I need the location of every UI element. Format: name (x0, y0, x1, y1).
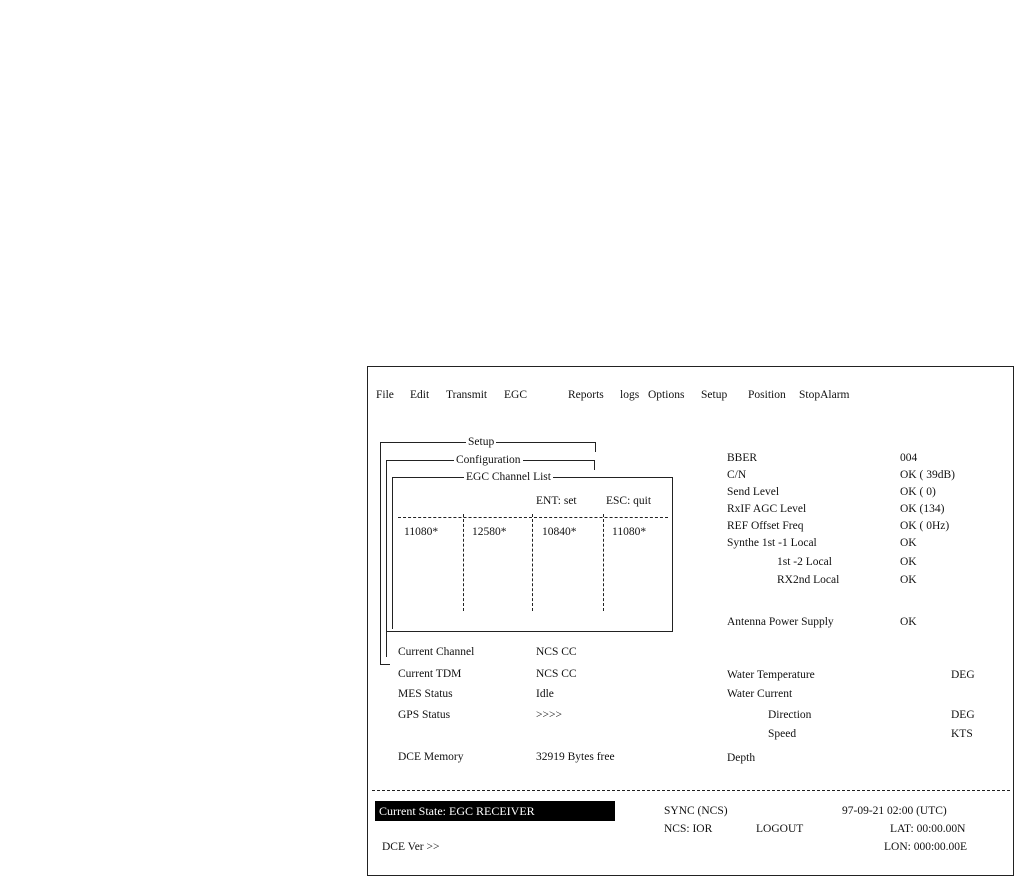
longitude: LON: 000:00.00E (884, 841, 968, 853)
logout-status: LOGOUT (756, 823, 804, 835)
status-divider (372, 790, 1010, 791)
menu-logs[interactable]: logs (620, 389, 640, 401)
env-value: DEG (951, 669, 975, 681)
diag-value: 004 (900, 452, 918, 464)
diag-label: RX2nd Local (777, 574, 840, 586)
menu-options[interactable]: Options (648, 389, 685, 401)
configuration-frame-title: Configuration (456, 454, 521, 466)
diag-label: BBER (727, 452, 758, 464)
env-label: Direction (768, 709, 812, 721)
menu-egc[interactable]: EGC (504, 389, 527, 401)
status-value: Idle (536, 688, 554, 700)
diag-label: Synthe 1st -1 Local (727, 537, 817, 549)
diag-value: OK (900, 556, 917, 568)
terminal-screen (367, 366, 1014, 876)
egc-channel-list-title: EGC Channel List (466, 471, 551, 483)
dce-version: DCE Ver >> (382, 841, 440, 853)
env-label: Speed (768, 728, 797, 740)
date-time: 97-09-21 02:00 (UTC) (842, 805, 947, 817)
menu-position[interactable]: Position (748, 389, 786, 401)
ent-set-hint: ENT: set (536, 495, 577, 507)
diag-value: OK (900, 574, 917, 586)
status-value: >>>> (536, 709, 562, 721)
menu-edit[interactable]: Edit (410, 389, 430, 401)
status-label: GPS Status (398, 709, 451, 721)
menu-reports[interactable]: Reports (568, 389, 604, 401)
menu-transmit[interactable]: Transmit (446, 389, 488, 401)
diag-label: 1st -2 Local (777, 556, 832, 568)
diag-value: OK ( 0) (900, 486, 936, 498)
menu-file[interactable]: File (376, 389, 394, 401)
status-label: Current TDM (398, 668, 462, 680)
diag-label: RxIF AGC Level (727, 503, 807, 515)
esc-quit-hint: ESC: quit (606, 495, 652, 507)
env-label: Water Temperature (727, 669, 815, 681)
diag-label: Send Level (727, 486, 780, 498)
channel-cell-2[interactable]: 12580* (472, 526, 507, 538)
channel-cell-3[interactable]: 10840* (542, 526, 577, 538)
diag-value: OK (900, 616, 917, 628)
menu-setup[interactable]: Setup (701, 389, 728, 401)
current-state-badge: Current State: EGC RECEIVER (375, 801, 615, 821)
diag-value: OK (134) (900, 503, 945, 515)
status-label: DCE Memory (398, 751, 464, 763)
env-value: DEG (951, 709, 975, 721)
diag-label: C/N (727, 469, 747, 481)
diag-label: REF Offset Freq (727, 520, 804, 532)
status-value: NCS CC (536, 668, 577, 680)
status-value: NCS CC (536, 646, 577, 658)
env-label: Depth (727, 752, 756, 764)
menu-stopalarm[interactable]: StopAlarm (799, 389, 850, 401)
diag-value: OK ( 0Hz) (900, 520, 950, 532)
status-value: 32919 Bytes free (536, 751, 615, 763)
diag-label: Antenna Power Supply (727, 616, 834, 628)
sync-status: SYNC (NCS) (664, 805, 728, 817)
channel-cell-1[interactable]: 11080* (404, 526, 439, 538)
status-label: MES Status (398, 688, 453, 700)
ncs-status: NCS: IOR (664, 823, 713, 835)
env-value: KTS (951, 728, 973, 740)
latitude: LAT: 00:00.00N (890, 823, 966, 835)
diag-value: OK (900, 537, 917, 549)
setup-frame-title: Setup (468, 436, 495, 448)
env-label: Water Current (727, 688, 793, 700)
diag-value: OK ( 39dB) (900, 469, 955, 481)
channel-cell-4[interactable]: 11080* (612, 526, 647, 538)
status-label: Current Channel (398, 646, 475, 658)
